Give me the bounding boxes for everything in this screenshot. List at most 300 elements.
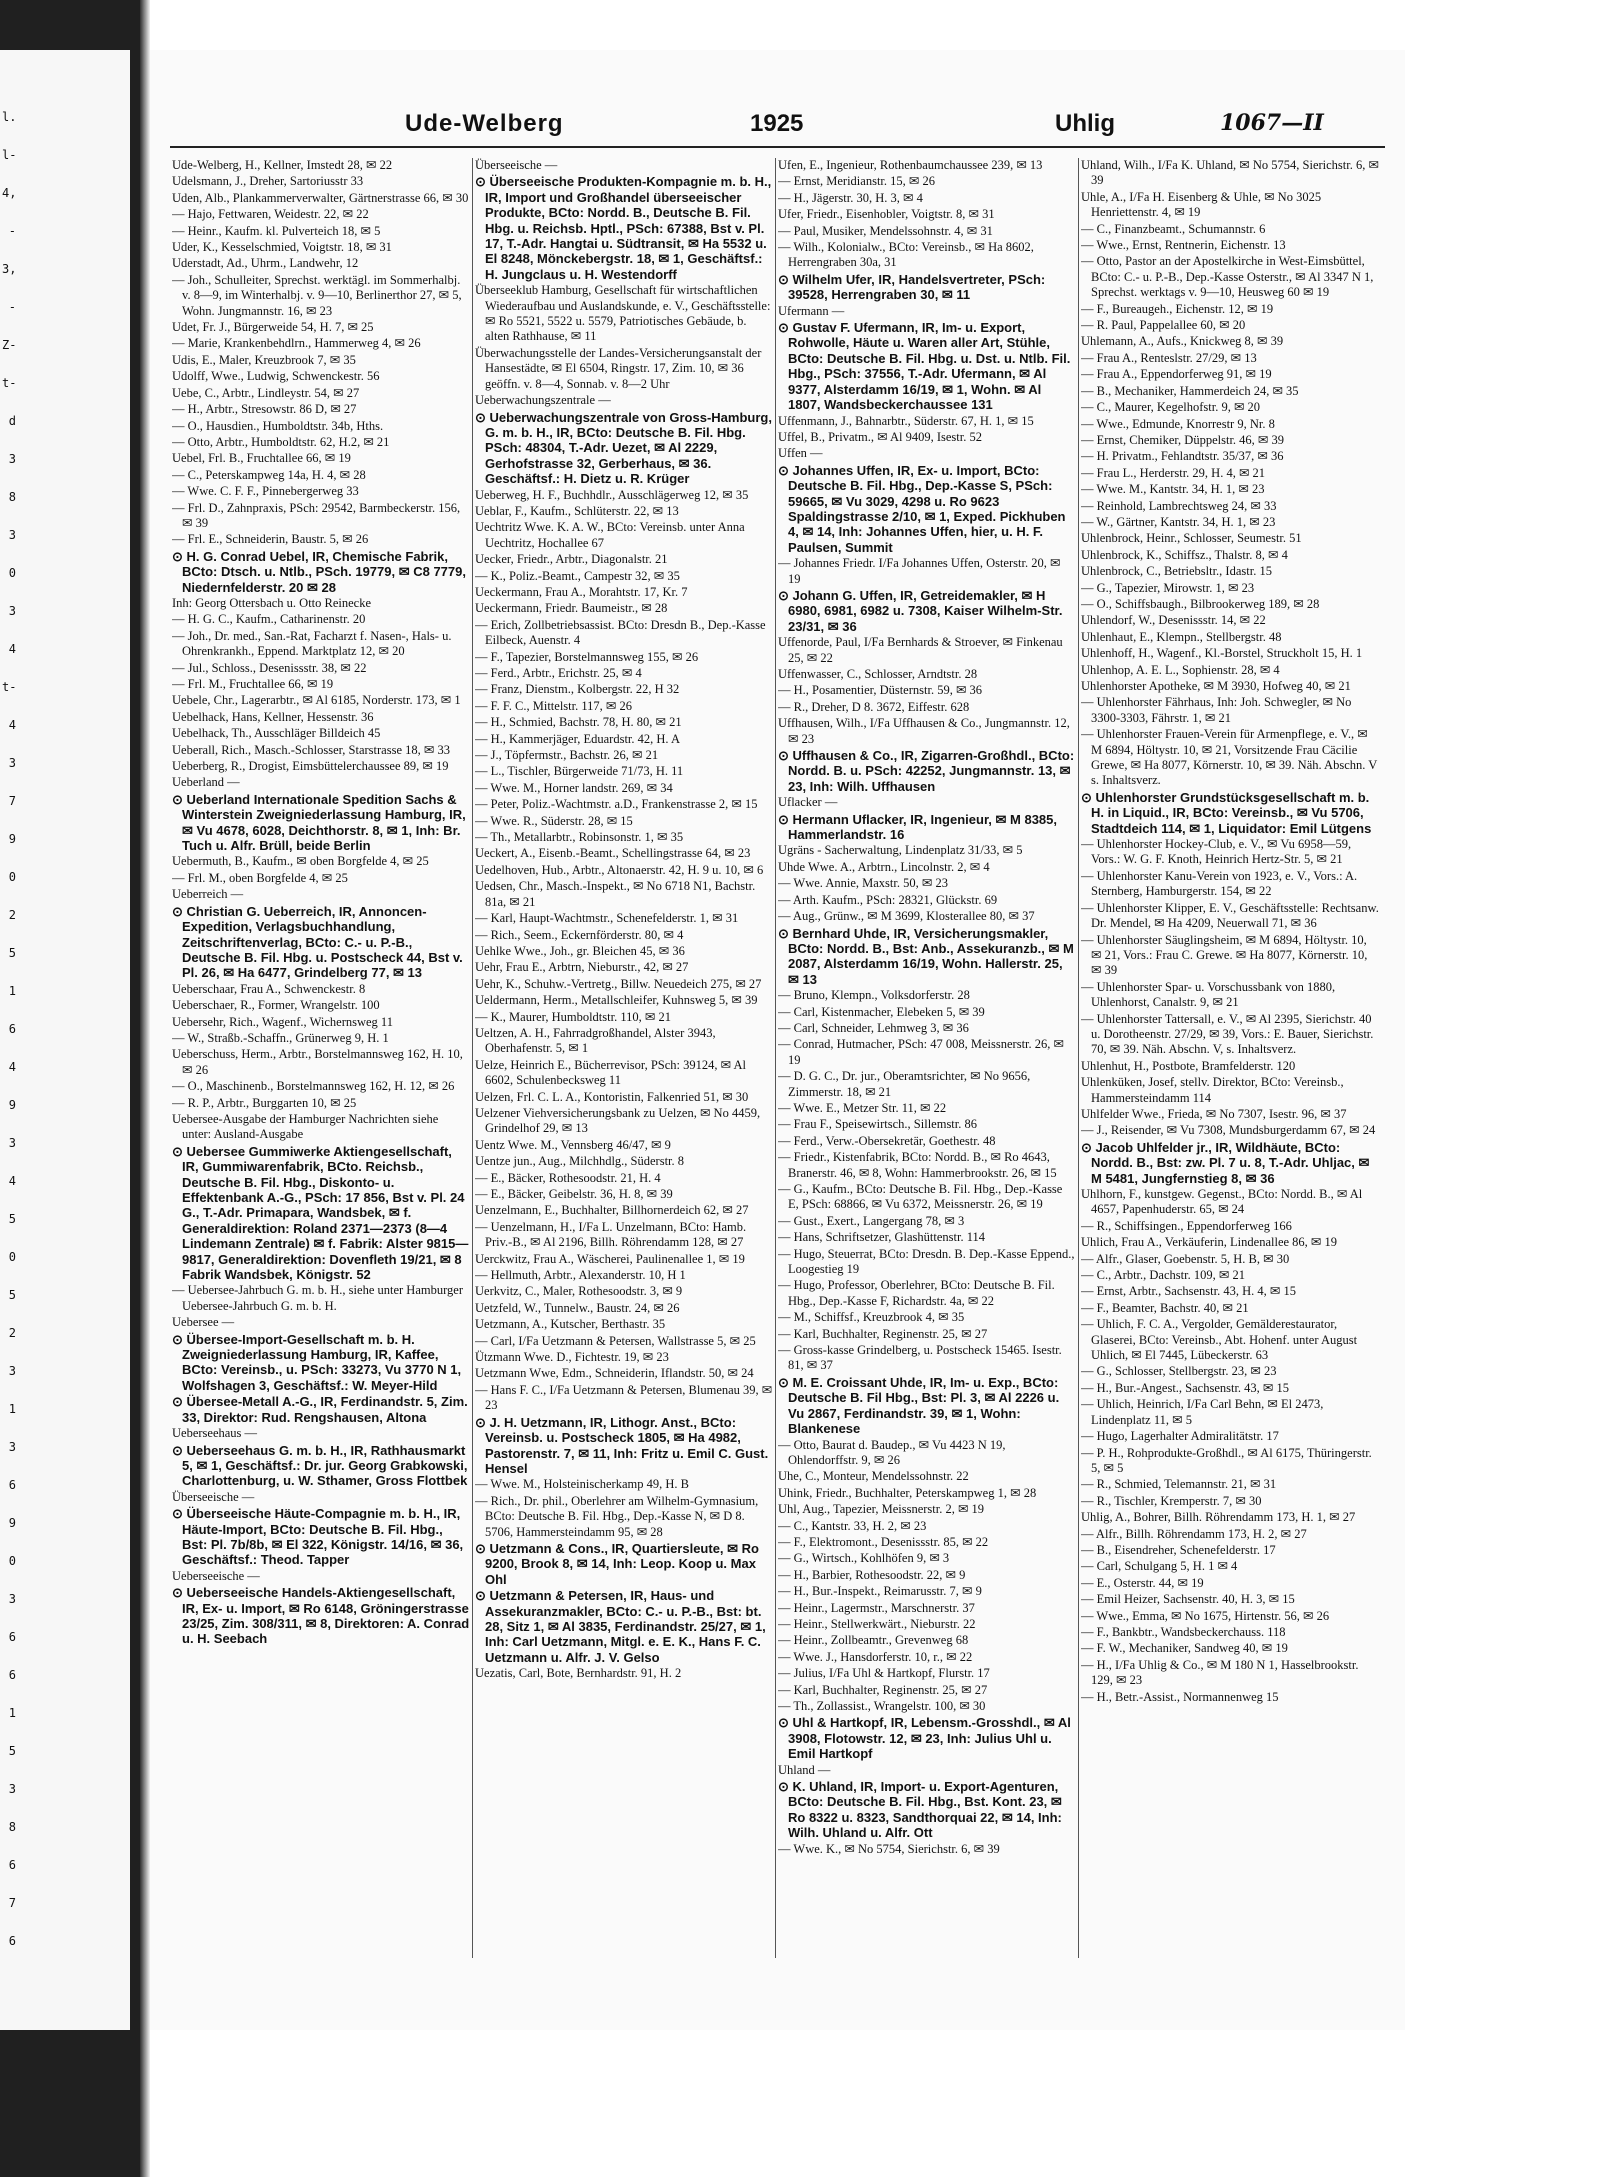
strip-fragment: 4, [2, 186, 17, 200]
directory-entry: — Johannes Friedr. I/Fa Johannes Uffen, Osterstr. 20, ✉ 19 [778, 556, 1061, 586]
column-divider [1078, 158, 1079, 1958]
directory-entry: Ufermann — [778, 303, 845, 318]
directory-entry: — Gust., Exert., Langergang 78, ✉ 3 [778, 1213, 965, 1228]
directory-entry: — Friedr., Kistenfabrik, BCto: Nordd. B., ✉ Ro 4643, Branerstr. 46, ✉ 8, Wohn: Hammerbrookstr. 26, ✉ 15 [778, 1150, 1057, 1180]
directory-entry: Uebersehr, Rich., Wagenf., Wichernsweg 11 [172, 1014, 393, 1029]
directory-entry: — D. G. C., Dr. jur., Oberamtsrichter, ✉ No 9656, Zimmerstr. 18, ✉ 21 [778, 1069, 1031, 1099]
directory-entry: — Wwe. M., Kantstr. 34, H. 1, ✉ 23 [1081, 482, 1265, 497]
strip-fragment: 7 [8, 1896, 16, 1910]
directory-entry: ⊙ Uetzmann & Petersen, IR, Haus- und Assekuranzmakler, BCto: C.- u. P.-B., Bst: bt. 28, Sitz 1, ✉ Al 3835, Ferdinandstr. 25/27, ✉ 1, Inh: Carl Uetzmann, Mitgl. e. E. K., Hans F. C. Uetzmann u. Alfr. J. V. Gelso [475, 1588, 766, 1665]
directory-entry: — Wwe., Edmunde, Knorrestr 9, Nr. 8 [1081, 416, 1275, 431]
directory-entry: — Heinr., Zollbeamtr., Grevenweg 68 [778, 1633, 969, 1648]
directory-entry: Uffenwasser, C., Schlosser, Arndtstr. 28 [778, 667, 978, 681]
directory-entry: — E., Bäcker, Geibelstr. 36, H. 8, ✉ 39 [475, 1187, 673, 1201]
directory-entry: — Frl. D., Zahnpraxis, PSch: 29542, Barmbeckerstr. 156, ✉ 39 [172, 500, 461, 530]
header-range-end: Uhlig [1055, 110, 1115, 137]
directory-entry: ⊙ Übersee-Metall A.-G., IR, Ferdinandstr. 5, Zim. 33, Direktor: Rud. Rengshausen, Altona [172, 1394, 468, 1425]
directory-entry: Inh: Georg Ottersbach u. Otto Reinecke [172, 595, 372, 610]
strip-fragment: 3 [8, 452, 16, 466]
directory-entry: Ueberreich — [172, 887, 244, 902]
directory-entry: — H., Bur.-Inspekt., Reimarusstr. 7, ✉ 9 [778, 1584, 982, 1599]
directory-entry: — Emil Heizer, Sachsenstr. 40, H. 3, ✉ 15 [1081, 1592, 1295, 1607]
directory-entry: — H., Betr.-Assist., Normannenweg 15 [1081, 1689, 1279, 1704]
directory-entry: Uenzelmann, E., Buchhalter, Billhornerdeich 62, ✉ 27 [475, 1203, 749, 1218]
directory-entry: — E., Bäcker, Rothesoodstr. 21, H. 4 [475, 1170, 661, 1185]
directory-entry: Ueberberg, R., Drogist, Eimsbüttelerchaussee 89, ✉ 19 [172, 759, 449, 774]
directory-entry: — Th., Zollassist., Wrangelstr. 100, ✉ 30 [778, 1699, 986, 1713]
directory-entry: Uebersee-Ausgabe der Hamburger Nachrichten siehe unter: Ausland-Ausgabe [172, 1111, 439, 1142]
strip-fragment: l- [2, 148, 17, 162]
directory-entry: Uetzmann Wwe, Edm., Schneiderin, Iflandstr. 50, ✉ 24 [475, 1366, 754, 1381]
directory-entry: — Otto, Pastor an der Apostelkirche in West-Eimsbüttel, BCto: C.- u. P.-B., Dep.-Kasse Osterstr., ✉ Al 3347 N 1, Sprechst. werktags v. 9—10, Heusweg 60 ✉ 19 [1081, 254, 1374, 300]
strip-fragment: 4 [8, 642, 16, 656]
column-3 [778, 158, 1076, 2018]
directory-entry: ⊙ K. Uhland, IR, Import- u. Export-Agenturen, BCto: Deutsche B. Fil. Hbg., Bst. Kont. 23, ✉ Ro 8322 u. 8323, Sandthorquai 22, ✉ 14, Inh: Wilh. Uhland u. Alfr. Ott [778, 1779, 1062, 1841]
directory-entry: Überseeische — [172, 1489, 255, 1504]
page-number: 1067—II [1220, 110, 1324, 136]
directory-entry: — J., Töpfermstr., Bachstr. 26, ✉ 21 [475, 748, 659, 763]
directory-entry: — Ferd., Verw.-Obersekretär, Goethestr. 48 [778, 1133, 996, 1148]
directory-entry: Ueberwachungszentrale — [475, 393, 611, 408]
directory-entry: — Uhlenhorster Kanu-Verein von 1923, e. V., Vors.: A. Sternberg, Hamburgerstr. 154, ✉ 22 [1081, 868, 1358, 899]
directory-entry: — Uhlenhorster Klipper, E. V., Geschäftsstelle: Rechtsanw. Dr. Mendel, ✉ Ha 4209, Neuerwall 71, ✉ 36 [1081, 900, 1379, 931]
directory-entry: ⊙ Uhl & Hartkopf, IR, Lebensm.-Grosshdl., ✉ Al 3908, Flotowstr. 12, ✉ 23, Inh: Julius Uhl u. Emil Hartkopf [778, 1715, 1071, 1762]
directory-entry: — Frau F., Speisewirtsch., Sillemstr. 86 [778, 1117, 977, 1132]
directory-entry: — Wwe., Emma, ✉ No 1675, Hirtenstr. 56, ✉ 26 [1081, 1608, 1330, 1623]
directory-entry: — Uhlich, F. C. A., Vergolder, Gemälderestaurator, Glaserei, BCto: Vereinsb., Abt. Hohenf. unter August Uhlich, ✉ El 7445, Lübeckerstr. 63 [1081, 1317, 1358, 1363]
directory-entry: Uebelhack, Hans, Kellner, Hessenstr. 36 [172, 709, 374, 724]
directory-entry: — Rich., Dr. phil., Oberlehrer am Wilhelm-Gymnasium, BCto: Deutsche B. Fil. Hbg., Dep.-Kasse N, ✉ D 8. 5706, Hammersteindamm 95, ✉ 28 [475, 1493, 759, 1539]
directory-entry: — Wwe. K., ✉ No 5754, Sierichstr. 6, ✉ 39 [778, 1841, 1000, 1856]
strip-fragment: 6 [8, 1478, 16, 1492]
column-2 [475, 158, 773, 2018]
directory-entry: — Carl, Schulgang 5, H. 1 ✉ 4 [1081, 1559, 1238, 1574]
header-range-start: Ude-Welberg [405, 110, 564, 137]
directory-entry: — Karl, Buchhalter, Reginenstr. 25, ✉ 27 [778, 1326, 988, 1341]
directory-entry: Ueberseeische — [172, 1568, 260, 1583]
directory-entry: — R. Paul, Pappelallee 60, ✉ 20 [1081, 318, 1246, 333]
strip-fragment: 4 [8, 1060, 16, 1074]
directory-entry: Uhlfelder Wwe., Frieda, ✉ No 7307, Isestr. 96, ✉ 37 [1081, 1106, 1347, 1121]
directory-entry: — O., Hausdien., Humboldtstr. 34b, Hths. [172, 418, 384, 433]
directory-entry: Ueckert, A., Eisenb.-Beamt., Schellingstrasse 64, ✉ 23 [475, 846, 751, 861]
directory-entry: — B., Mechaniker, Hammerdeich 24, ✉ 35 [1081, 383, 1299, 398]
directory-entry: ⊙ Überseeische Produkten-Kompagnie m. b. H., IR, Import und Großhandel überseeischer Produkte, BCto: Nordd. B., Deutsche B. Fil. Hbg. u. Reichsb. Hptl., PSch: 67388, Bst v. Pl. 17, T.-Adr. Hangtai u. Südtransit, ✉ Ha 5532 u. El 8248, Mönckebergstr. 18, ✉ 1, Geschäftsf.: H. Jungclaus u. H. Westendorff [475, 174, 772, 282]
directory-entry: — W., Straßb.-Schaffn., Grünerweg 9, H. 1 [172, 1030, 389, 1045]
strip-fragment: 5 [8, 1212, 16, 1226]
directory-entry: — Frl. E., Schneiderin, Baustr. 5, ✉ 26 [172, 532, 369, 547]
strip-fragment: d [8, 414, 16, 428]
directory-entry: — Arth. Kaufm., PSch: 28321, Glückstr. 69 [778, 892, 998, 907]
directory-entry: — Aug., Grünw., ✉ M 3699, Klosterallee 80, ✉ 37 [778, 909, 1035, 924]
directory-entry: Uhlenbrock, K., Schiffsz., Thalstr. 8, ✉ 4 [1081, 547, 1288, 562]
directory-entry: — Wwe. M., Horner landstr. 269, ✉ 34 [475, 780, 673, 795]
strip-fragment: 2 [8, 1326, 16, 1340]
directory-entry: — Frau A., Renteslstr. 27/29, ✉ 13 [1081, 350, 1257, 365]
directory-entry: Uhlendorf, W., Desenissstr. 14, ✉ 22 [1081, 613, 1266, 628]
directory-entry: — Uhlenhorster Tattersall, e. V., ✉ Al 2395, Sierichstr. 40 u. Dorotheenstr. 27/29, ✉ 39, Vors.: E. Bauer, Sierichstr. 70, ✉ 39. Näh. Abschn. V, s. Inhaltsverz. [1081, 1011, 1374, 1057]
directory-entry: — G., Schlosser, Stellbergstr. 23, ✉ 23 [1081, 1364, 1277, 1379]
directory-entry: ⊙ Wilhelm Ufer, IR, Handelsvertreter, PSch: 39528, Herrengraben 30, ✉ 11 [778, 271, 1046, 303]
directory-entry: — Gross-kasse Grindelberg, u. Postscheck 15465. Isestr. 81, ✉ 37 [778, 1343, 1062, 1373]
column-divider [472, 158, 473, 1958]
column-1 [172, 158, 470, 2018]
directory-entry: ⊙ Überseeische Häute-Compagnie m. b. H., IR, Häute-Import, BCto: Deutsche B. Fil. Hbg., Bst: Pl. 7b/8b, ✉ El 322, Königstr. 14/16, ✉ 36, Geschäftsf.: Theod. Tapper [172, 1506, 464, 1568]
directory-entry: — Wwe. R., Süderstr. 28, ✉ 15 [475, 813, 633, 828]
directory-entry: Uebermuth, B., Kaufm., ✉ oben Borgfelde 4, ✉ 25 [172, 854, 429, 869]
directory-entry: Uder, K., Kesselschmied, Voigtstr. 18, ✉ 31 [172, 240, 392, 255]
directory-entry: Uehlke Wwe., Joh., gr. Bleichen 45, ✉ 36 [475, 943, 685, 958]
directory-entry: — J., Reisender, ✉ Vu 7308, Mundsburgerdamm 67, ✉ 24 [1081, 1123, 1376, 1138]
directory-entry: Uhink, Friedr., Buchhalter, Peterskampweg 1, ✉ 28 [778, 1485, 1037, 1500]
directory-entry: Uelzener Viehversicherungsbank zu Uelzen, ✉ No 4459, Grindelhof 29, ✉ 13 [475, 1105, 761, 1136]
directory-entry: — Wilh., Kolonialw., BCto: Vereinsb., ✉ Ha 8602, Herrengraben 30a, 31 [778, 240, 1034, 270]
strip-fragment: 3, [2, 262, 17, 276]
directory-entry: — Uhlenhorster Fährhaus, Inh: Joh. Schwegler, ✉ No 3300-3303, Fährstr. 1, ✉ 21 [1081, 695, 1352, 725]
directory-entry: Uhlenhut, H., Postbote, Bramfelderstr. 120 [1081, 1058, 1296, 1073]
directory-entry: Uffenmann, J., Bahnarbtr., Süderstr. 67, H. 1, ✉ 15 [778, 413, 1034, 428]
directory-entry: ⊙ Uebersee Gummiwerke Aktiengesellschaft, IR, Gummiwarenfabrik, BCto. Reichsb., Deutsche B. Fil. Hbg., Diskonto- u. Effektenbank A.-G., PSch: 17 856, Bst v. Pl. 24 G., T.-Adr. Primapara, Wandsbek, ✉ f. Generaldirektion: Roland 2371—2373 (8—4 Lindemann Zentrale) ✉ f. Fabrik: Alster 9815—9817, Generaldirektion: Dovenfleth 19/21, ✉ 8 Fabrik Wandsbek, Königstr. 52 [172, 1143, 469, 1283]
strip-fragment: 0 [8, 870, 16, 884]
directory-entry: Uecker, Friedr., Arbtr., Diagonalstr. 21 [475, 552, 668, 567]
directory-entry: — Otto, Arbtr., Humboldtstr. 62, H.2, ✉ 21 [172, 434, 390, 449]
directory-entry: ⊙ Hermann Uflacker, IR, Ingenieur, ✉ M 8385, Hammerlandstr. 16 [778, 811, 1057, 843]
directory-entry: Überseeische — [475, 158, 558, 172]
directory-entry: Ueberland — [172, 775, 240, 790]
directory-entry: — R. P., Arbtr., Burggarten 10, ✉ 25 [172, 1095, 357, 1110]
directory-entry: — Alfr., Glaser, Goebenstr. 5, H. B, ✉ 30 [1081, 1251, 1290, 1266]
directory-entry: — Uhlenhorster Frauen-Verein für Armenpflege, e. V., ✉ M 6894, Höltystr. 10, ✉ 21, Vorsitzende Frau Cäcilie Grewe, ✉ Ha 8077, Körnerstr. 10, ✉ 39. Näh. Abschn. V s. Inhaltsverz. [1081, 727, 1378, 788]
directory-entry: — Otto, Baurat d. Baudep., ✉ Vu 4423 N 19, Ohlendorffstr. 9, ✉ 26 [778, 1437, 1006, 1467]
directory-entry: Uebelhack, Th., Ausschläger Billdeich 45 [172, 726, 381, 741]
strip-fragment: 3 [8, 604, 16, 618]
strip-fragment: 3 [8, 1592, 16, 1606]
header-year: 1925 [750, 110, 804, 137]
strip-fragment: 6 [8, 1858, 16, 1872]
directory-entry: — Uhlenhorster Hockey-Club, e. V., ✉ Vu 6958—59, Vors.: W. G. F. Knoth, Heinrich Hertz-Str. 5, ✉ 21 [1081, 837, 1352, 867]
directory-entry: ⊙ H. G. Conrad Uebel, IR, Chemische Fabrik, BCto: Dtsch. u. Ntlb., PSch. 19779, ✉ C8 7779, Niedernfelderstr. 20 ✉ 28 [172, 548, 466, 595]
strip-fragment: 6 [8, 1630, 16, 1644]
directory-entry: Ufen, E., Ingenieur, Rothenbaumchaussee 239, ✉ 13 [778, 158, 1043, 172]
strip-fragment: 0 [8, 566, 16, 580]
directory-entry: — H., I/Fa Uhlig & Co., ✉ M 180 N 1, Hasselbrookstr. 129, ✉ 23 [1081, 1657, 1359, 1688]
directory-entry: Überwachungsstelle der Landes-Versicherungsanstalt der Hansestädte, ✉ El 6504, Ringstr. 17, Zim. 10, ✉ 36 geöffn. v. 8—4, Sonnab. v. 8—2 Uhr [475, 345, 762, 391]
directory-entry: — Ferd., Arbtr., Erichstr. 25, ✉ 4 [475, 666, 642, 680]
strip-fragment: 1 [8, 984, 16, 998]
strip-fragment: 5 [8, 1288, 16, 1302]
directory-entry: — R., Tischler, Kremperstr. 7, ✉ 30 [1081, 1493, 1262, 1508]
directory-entry: Ueckermann, Friedr. Baumeistr., ✉ 28 [475, 601, 668, 616]
page-header [150, 110, 1405, 150]
directory-entry: — H. G. C., Kaufm., Catharinenstr. 20 [172, 612, 366, 627]
directory-entry: Uentze jun., Aug., Milchhdlg., Süderstr. 8 [475, 1154, 685, 1169]
directory-entry: Uhlhorn, F., kunstgew. Gegenst., BCto: Nordd. B., ✉ Al 4657, Papenhuderstr. 65, ✉ 24 [1081, 1187, 1363, 1217]
strip-fragment: 9 [8, 1098, 16, 1112]
directory-entry: Uhl, Aug., Tapezier, Meissnerstr. 2, ✉ 19 [778, 1502, 985, 1517]
strip-fragment: 3 [8, 528, 16, 542]
directory-entry: — H., Arbtr., Stresowstr. 86 D, ✉ 27 [172, 402, 357, 417]
directory-page [150, 50, 1405, 2030]
directory-entry: Überseeklub Hamburg, Gesellschaft für wirtschaftlichen Wiederaufbau und Auslandskunde, e. V., Geschäftsstelle: ✉ Ro 5521, 5522 u. 5579, Patriotisches Gebäude, b. alten Rathhause, ✉ 11 [475, 283, 771, 344]
directory-entry: — H., Barbier, Rothesoodstr. 22, ✉ 9 [778, 1567, 966, 1582]
directory-entry: — Heinr., Kaufm. kl. Pulverteich 18, ✉ 5 [172, 223, 381, 238]
directory-entry: Uetzfeld, W., Tunnelw., Baustr. 24, ✉ 26 [475, 1300, 680, 1315]
directory-entry: Uhlenbrock, Heinr., Schlosser, Seumestr. 51 [1081, 531, 1302, 546]
directory-entry: Ueltzen, A. H., Fahrradgroßhandel, Alster 3943, Oberhafenstr. 5, ✉ 1 [475, 1025, 716, 1056]
directory-entry: Uedelhoven, Hub., Arbtr., Altonaerstr. 42, H. 9 u. 10, ✉ 6 [475, 862, 764, 877]
strip-fragment: 3 [8, 1364, 16, 1378]
directory-entry: — P. H., Rohprodukte-Großhdl., ✉ Al 6175, Thüringerstr. 5, ✉ 5 [1081, 1445, 1372, 1475]
directory-entry: Uderstadt, Ad., Uhrm., Landwehr, 12 [172, 256, 359, 271]
directory-entry: Uerckwitz, Frau A., Wäscherei, Paulinenallee 1, ✉ 19 [475, 1251, 745, 1266]
directory-entry: Uhlenhoff, H., Wagenf., Kl.-Borstel, Struckholt 15, H. 1 [1081, 646, 1363, 661]
directory-entry: — C., Kantstr. 33, H. 2, ✉ 23 [778, 1518, 927, 1533]
directory-entry: — Paul, Musiker, Mendelssohnstr. 4, ✉ 31 [778, 223, 993, 238]
directory-entry: — H., Kammerjäger, Eduardstr. 42, H. A [475, 731, 681, 746]
directory-entry: — Heinr., Lagermstr., Marschnerstr. 37 [778, 1600, 975, 1615]
directory-entry: — O., Maschinenb., Borstelmannsweg 162, H. 12, ✉ 26 [172, 1079, 455, 1094]
strip-fragment: 8 [8, 1820, 16, 1834]
directory-entry: Uelzen, Frl. C. L. A., Kontoristin, Falkenried 51, ✉ 30 [475, 1089, 749, 1104]
strip-fragment: - [8, 224, 16, 238]
directory-entry: — R., Schmied, Telemannstr. 21, ✉ 31 [1081, 1477, 1277, 1492]
directory-entry: Uerkvitz, C., Maler, Rothesoodstr. 3, ✉ 9 [475, 1284, 683, 1299]
directory-entry: Udelsmann, J., Dreher, Sartoriusstr 33 [172, 174, 364, 189]
scan-edge-shadow [140, 0, 150, 2177]
strip-fragment: 0 [8, 1554, 16, 1568]
directory-entry: Uhde Wwe. A., Arbtrn., Lincolnstr. 2, ✉ 4 [778, 859, 990, 874]
strip-fragment: 7 [8, 794, 16, 808]
directory-entry: Uhlenküken, Josef, stellv. Direktor, BCto: Vereinsb., Hammersteindamm 114 [1081, 1075, 1344, 1105]
directory-entry: — Wwe. M., Holsteinischerkamp 49, H. B [475, 1477, 689, 1492]
strip-fragment: t- [2, 376, 17, 390]
directory-entry: Uflacker — [778, 795, 838, 810]
directory-entry: — M., Schiffsf., Kreuzbrook 4, ✉ 35 [778, 1310, 965, 1325]
directory-entry: — C., Peterskampweg 14a, H. 4, ✉ 28 [172, 467, 366, 482]
strip-fragment: 0 [8, 1250, 16, 1264]
directory-entry: Uebersee — [172, 1315, 235, 1330]
directory-entry: Uechtritz Wwe. K. A. W., BCto: Vereinsb. unter Anna Uechtritz, Hochallee 67 [475, 520, 745, 550]
directory-entry: — H., Bur.-Angest., Sachsenstr. 43, ✉ 15 [1081, 1380, 1290, 1395]
directory-entry: Ueberweg, H. F., Buchhdlr., Ausschlägerweg 12, ✉ 35 [475, 487, 749, 502]
directory-entry: — Jul., Schloss., Desenissstr. 38, ✉ 22 [172, 660, 367, 675]
directory-entry: — Wwe. Annie, Maxstr. 50, ✉ 23 [778, 876, 948, 891]
strip-fragment: 5 [8, 1744, 16, 1758]
directory-entry: — H., Posamentier, Düsternstr. 59, ✉ 36 [778, 683, 983, 698]
directory-entry: — H., Schmied, Bachstr. 78, H. 80, ✉ 21 [475, 715, 682, 730]
directory-entry: — Hans, Schriftsetzer, Glashüttenstr. 114 [778, 1230, 985, 1245]
directory-entry: — Uhlenhorster Säuglingsheim, ✉ M 6894, Höltystr. 10, ✉ 21, Vors.: Frau C. Grewe. ✉ Ha 8077, Körnerstr. 10, ✉ 39 [1081, 932, 1368, 978]
directory-entry: ⊙ Übersee-Import-Gesellschaft m. b. H. Zweigniederlassung Hamburg, IR, Kaffee, BCto: Vereinsb., u. PSch: 33273, Vu 3770 N 1, Wolfshagen 3, Geschäftsf.: W. Meyer-Hild [172, 1331, 462, 1393]
directory-entry: ⊙ M. E. Croissant Uhde, IR, Im- u. Exp., BCto: Deutsche B. Fil Hbg., Bst: Pl. 3, ✉ Al 2226 u. Vu 2867, Ferdinandstr. 39, ✉ 1, Wohn: Blankenese [778, 1374, 1060, 1437]
directory-entry: Uffhausen, Wilh., I/Fa Uffhausen & Co., Jungmannstr. 12, ✉ 23 [778, 716, 1070, 746]
directory-entry: — F., Elektromont., Desenissstr. 85, ✉ 22 [778, 1534, 989, 1549]
directory-entry: Ueberschuss, Herm., Arbtr., Borstelmannsweg 162, H. 10, ✉ 26 [172, 1047, 463, 1077]
strip-fragment: Z- [2, 338, 17, 352]
directory-entry: — F., Beamter, Bachstr. 40, ✉ 21 [1081, 1300, 1249, 1315]
strip-fragment: 5 [8, 946, 16, 960]
directory-entry: Ude-Welberg, H., Kellner, Imstedt 28, ✉ 22 [172, 158, 393, 172]
directory-entry: — R., Schiffsingen., Eppendorferweg 166 [1081, 1218, 1292, 1233]
directory-entry: — Th., Metallarbtr., Robinsonstr. 1, ✉ 35 [475, 830, 684, 845]
directory-entry: — W., Gärtner, Kantstr. 34, H. 1, ✉ 23 [1081, 514, 1276, 529]
directory-entry: — Frau L., Herderstr. 29, H. 4, ✉ 21 [1081, 465, 1266, 480]
directory-entry: — Hellmuth, Arbtr., Alexanderstr. 10, H 1 [475, 1268, 686, 1283]
directory-entry: — K., Poliz.-Beamt., Campestr 32, ✉ 35 [475, 568, 680, 583]
directory-entry: Uezatis, Carl, Bote, Bernhardstr. 91, H. 2 [475, 1666, 682, 1681]
directory-entry: Uffel, B., Privatm., ✉ Al 9409, Isestr. 52 [778, 429, 982, 444]
directory-entry: — Marie, Krankenbehdlrn., Hammerweg 4, ✉ 26 [172, 336, 421, 351]
directory-entry: Uhlenbrock, C., Betriebsltr., Idastr. 15 [1081, 564, 1272, 579]
directory-entry: — Ernst, Meridianstr. 15, ✉ 26 [778, 174, 935, 189]
directory-entry: Ueberschaar, Frau A., Schwenckestr. 8 [172, 981, 366, 996]
strip-fragment: 8 [8, 490, 16, 504]
directory-entry: Ueberall, Rich., Masch.-Schlosser, Starstrasse 18, ✉ 33 [172, 742, 450, 757]
directory-entry: — Frl. M., oben Borgfelde 4, ✉ 25 [172, 870, 348, 885]
directory-entry: — Bruno, Klempn., Volksdorferstr. 28 [778, 988, 970, 1003]
directory-entry: Udet, Fr. J., Bürgerweide 54, H. 7, ✉ 25 [172, 320, 374, 335]
directory-entry: — O., Schiffsbaugh., Bilbrookerweg 189, ✉ 28 [1081, 596, 1320, 611]
directory-entry: ⊙ Uetzmann & Cons., IR, Quartiersleute, ✉ Ro 9200, Brook 8, ✉ 14, Inh: Leop. Koop u. Max Ohl [475, 1540, 759, 1587]
directory-entry: — R., Dreher, D 8. 3672, Eiffestr. 628 [778, 699, 970, 714]
strip-fragment: t- [2, 680, 17, 694]
directory-entry: — Frl. M., Fruchtallee 66, ✉ 19 [172, 677, 334, 691]
strip-fragment: 3 [8, 1440, 16, 1454]
directory-entry: ⊙ Christian G. Ueberreich, IR, Annoncen-Expedition, Verlagsbuchhandlung, Zeitschriftenverlag, BCto: C.- u. P.-B., Deutsche B. Fil. Hbg. u. Postscheck 44, Bst v. Pl. 26, ✉ Ha 6477, Grindelberg 77, ✉ 13 [172, 903, 463, 981]
directory-entry: ⊙ Jacob Uhlfelder jr., IR, Wildhäute, BCto: Nordd. B., Bst: zw. Pl. 7 u. 8, T.-Adr. Uhljac, ✉ M 5481, Jungfernstieg 8, ✉ 36 [1081, 1139, 1370, 1186]
directory-entry: Uhlenhorster Apotheke, ✉ M 3930, Hofweg 40, ✉ 21 [1081, 679, 1351, 693]
directory-entry: — K., Maurer, Humboldtstr. 110, ✉ 21 [475, 1009, 671, 1024]
directory-entry: Uentz Wwe. M., Vennsberg 46/47, ✉ 9 [475, 1137, 671, 1152]
directory-entry: ⊙ Ueberwachungszentrale von Gross-Hamburg, G. m. b. H., IR, BCto: Deutsche B. Fil. Hbg. PSch: 48304, T.-Adr. Uezet, ✉ Al 2229, Gerhofstrasse 32, Gerberhaus, ✉ 36. Geschäftsf.: H. Dietz u. R. Krüger [475, 409, 772, 487]
strip-fragment: 1 [8, 1706, 16, 1720]
directory-entry: ⊙ J. H. Uetzmann, IR, Lithogr. Anst., BCto: Vereinsb. u. Postscheck 1805, ✉ Ha 4982, Pastorenstr. 7, ✉ 11, Inh: Fritz u. Emil C. Gust. Hensel [475, 1414, 769, 1476]
strip-fragment: 9 [8, 832, 16, 846]
directory-entry: Ugräns - Sacherwaltung, Lindenplatz 31/33, ✉ 5 [778, 843, 1023, 858]
directory-entry: — F. W., Mechaniker, Sandweg 40, ✉ 19 [1081, 1641, 1288, 1656]
directory-entry: — Wwe. J., Hansdorferstr. 10, r., ✉ 22 [778, 1649, 973, 1664]
directory-entry: — Joh., Dr. med., San.-Rat, Facharzt f. Nasen-, Hals- u. Ohrenkrankh., Eppend. Marktplatz 12, ✉ 20 [172, 628, 452, 659]
directory-entry: Uhlig, A., Bohrer, Billh. Röhrendamm 173, H. 1, ✉ 27 [1081, 1510, 1356, 1525]
directory-entry: — F. F. C., Mittelstr. 117, ✉ 26 [475, 698, 632, 713]
directory-entry: — Ernst, Arbtr., Sachsenstr. 43, H. 4, ✉ 15 [1081, 1284, 1296, 1299]
directory-entry: — Heinr., Stellwerkwärt., Nieburstr. 22 [778, 1616, 976, 1631]
directory-entry: — C., Maurer, Kegelhofstr. 9, ✉ 20 [1081, 400, 1261, 415]
directory-entry: — Reinhold, Lambrechtsweg 24, ✉ 33 [1081, 498, 1277, 513]
directory-entry: — Hajo, Fettwaren, Weidestr. 22, ✉ 22 [172, 207, 369, 222]
directory-entry: ⊙ Ueberland Internationale Spedition Sachs & Winterstein Zweigniederlassung Hamburg, IR, ✉ Vu 4678, 6028, Deichthorstr. 8, ✉ 1, Inh: Br. Tuch u. Alfr. Brüll, beide Berlin [172, 791, 466, 854]
directory-entry: — Erich, Zollbetriebsassist. BCto: Dresdn B., Dep.-Kasse Eilbeck, Auenstr. 4 [475, 617, 766, 648]
directory-entry: — Rich., Seem., Eckernförderstr. 80, ✉ 4 [475, 927, 684, 942]
directory-entry: — F., Bankbtr., Wandsbeckerchauss. 118 [1081, 1624, 1286, 1639]
directory-entry: Ueckermann, Frau A., Morahtstr. 17, Kr. 7 [475, 584, 688, 599]
directory-entry: — Karl, Haupt-Wachtmstr., Schenefelderstr. 1, ✉ 31 [475, 911, 739, 926]
directory-entry: Uebel, Frl. B., Fruchtallee 66, ✉ 19 [172, 451, 351, 466]
directory-entry: — Wwe. C. F. F., Pinnebergerweg 33 [172, 484, 359, 499]
directory-entry: Uhlenhop, A. E. L., Sophienstr. 28, ✉ 4 [1081, 662, 1280, 677]
directory-entry: Uden, Alb., Plankammerverwalter, Gärtnerstrasse 66, ✉ 30 [172, 190, 469, 205]
directory-entry: Uhlemann, A., Aufs., Knickweg 8, ✉ 39 [1081, 334, 1284, 349]
directory-entry: — G., Kaufm., BCto: Deutsche B. Fil. Hbg., Dep.-Kasse E, PSch: 68866, ✉ Vu 6372, Meissnerstr. 26, ✉ 19 [778, 1182, 1063, 1212]
directory-entry: — Peter, Poliz.-Wachtmstr. a.D., Frankenstrasse 2, ✉ 15 [475, 797, 758, 812]
directory-entry: — Uhlich, Heinrich, I/Fa Carl Behn, ✉ El 2473, Lindenplatz 11, ✉ 5 [1081, 1397, 1324, 1427]
directory-entry: — F., Bureaugeh., Eichenstr. 12, ✉ 19 [1081, 301, 1274, 316]
column-divider [775, 158, 776, 1958]
directory-entry: Uehr, K., Schuhw.-Vertretg., Billw. Neuedeich 275, ✉ 27 [475, 976, 762, 991]
directory-entry: Ützmann Wwe. D., Fichtestr. 19, ✉ 23 [475, 1350, 669, 1365]
directory-entry: — H., Jägerstr. 30, H. 3, ✉ 4 [778, 190, 923, 205]
strip-fragment: 6 [8, 1022, 16, 1036]
directory-entry: — E., Osterstr. 44, ✉ 19 [1081, 1575, 1204, 1590]
directory-entry: — Wwe. E., Metzer Str. 11, ✉ 22 [778, 1100, 947, 1115]
directory-entry: Uedsen, Chr., Masch.-Inspekt., ✉ No 6718 N1, Bachstr. 81a, ✉ 21 [475, 879, 756, 909]
strip-fragment: l. [2, 110, 17, 124]
directory-entry: Uffen — [778, 446, 823, 461]
directory-entry: Uhlich, Frau A., Verkäuferin, Lindenallee 86, ✉ 19 [1081, 1235, 1338, 1250]
directory-entry: Uebele, Chr., Lagerarbtr., ✉ Al 6185, Norderstr. 173, ✉ 1 [172, 693, 461, 708]
directory-entry: — Hugo, Professor, Oberlehrer, BCto: Deutsche B. Fil. Hbg., Dep.-Kasse F, Richardstr. 4a, ✉ 22 [778, 1278, 1055, 1308]
directory-entry: ⊙ Ueberseehaus G. m. b. H., IR, Rathhausmarkt 5, ✉ 1, Geschäftsf.: Dr. jur. Georg Grabkowski, Charlottenburg, u. W. Sthamer, Gross Flottbek [172, 1442, 468, 1489]
directory-entry: Ueberschaer, R., Former, Wrangelstr. 100 [172, 998, 380, 1013]
directory-entry: Uetzmann, A., Kutscher, Berthastr. 35 [475, 1317, 666, 1332]
previous-page-strip [0, 50, 130, 2030]
strip-fragment: 6 [8, 1934, 16, 1948]
directory-entry: — Hugo, Lagerhalter Admiralitätstr. 17 [1081, 1429, 1279, 1444]
directory-entry: — Ernst, Chemiker, Düppelstr. 46, ✉ 39 [1081, 432, 1285, 447]
strip-fragment: 3 [8, 1136, 16, 1150]
directory-entry: Uffenorde, Paul, I/Fa Bernhards & Stroever, ✉ Finkenau 25, ✉ 22 [778, 635, 1063, 665]
directory-entry: Uelze, Heinrich E., Bücherrevisor, PSch: 39124, ✉ Al 6602, Schulenbecksweg 11 [475, 1057, 747, 1088]
directory-entry: Ueldermann, Herm., Metallschleifer, Kuhnsweg 5, ✉ 39 [475, 993, 758, 1008]
strip-fragment: 9 [8, 1516, 16, 1530]
directory-entry: Ueblar, F., Kaufm., Schlüterstr. 22, ✉ 13 [475, 503, 679, 518]
directory-entry: — Uhlenhorster Spar- u. Vorschussbank von 1880, Uhlenhorst, Canalstr. 9, ✉ 21 [1081, 979, 1336, 1010]
directory-entry: — Carl, I/Fa Uetzmann & Petersen, Wallstrasse 5, ✉ 25 [475, 1333, 756, 1348]
directory-entry: — L., Tischler, Bürgerweide 71/73, H. 11 [475, 764, 684, 779]
directory-entry: ⊙ Uhlenhorster Grundstücksgesellschaft m. b. H. in Liquid., IR, BCto: Vereinsb., ✉ Vu 5706, Stadtdeich 114, ✉ 1, Liquidator: Emil Lütgens [1081, 789, 1372, 836]
directory-entry: — C., Finanzbeamt., Schumannstr. 6 [1081, 221, 1266, 236]
directory-entry: Uhland, Wilh., I/Fa K. Uhland, ✉ No 5754, Sierichstr. 6, ✉ 39 [1081, 158, 1379, 188]
directory-entry: Uhle, A., I/Fa H. Eisenberg & Uhle, ✉ No 3025 Henriettenstr. 4, ✉ 19 [1081, 189, 1322, 220]
directory-entry: — Uebersee-Jahrbuch G. m. b. H., siehe unter Hamburger Uebersee-Jahrbuch G. m. b. H. [172, 1283, 463, 1313]
directory-entry: Uhlenhaut, E., Klempn., Stellbergstr. 48 [1081, 629, 1282, 644]
directory-entry: — C., Arbtr., Dachstr. 109, ✉ 21 [1081, 1268, 1245, 1283]
directory-entry: — Wwe., Ernst, Rentnerin, Eichenstr. 13 [1081, 238, 1286, 253]
directory-entry: ⊙ Uffhausen & Co., IR, Zigarren-Großhdl., BCto: Nordd. B. u. PSch: 42252, Jungmannstr. 13, ✉ 23, Inh: Wilh. Uffhausen [778, 748, 1075, 794]
directory-entry: — G., Wirtsch., Kohlhöfen 9, ✉ 3 [778, 1551, 950, 1566]
directory-entry: Uhe, C., Monteur, Mendelssohnstr. 22 [778, 1469, 969, 1484]
directory-entry: ⊙ Ueberseeische Handels-Aktiengesellschaft, IR, Ex- u. Import, ✉ Ro 6148, Gröningerstrasse 23/25, Zim. 308/311, ✉ 8, Direktoren: A. Conrad u. H. Seebach [172, 1585, 470, 1647]
directory-entry: — Alfr., Billh. Röhrendamm 173, H. 2, ✉ 27 [1081, 1526, 1307, 1541]
column-4 [1081, 158, 1379, 2018]
directory-entry: — Uenzelmann, H., I/Fa L. Unzelmann, BCto: Hamb. Priv.-B., ✉ Al 2196, Billh. Röhrendamm 128, ✉ 27 [475, 1219, 747, 1250]
strip-fragment: 4 [8, 1174, 16, 1188]
directory-entry: — Julius, I/Fa Uhl & Hartkopf, Flurstr. 17 [778, 1666, 990, 1681]
directory-entry: — Franz, Dienstm., Kolbergstr. 22, H 32 [475, 682, 680, 697]
directory-entry: Udolff, Wwe., Ludwig, Schwenckestr. 56 [172, 369, 380, 384]
directory-entry: Ueberseehaus — [172, 1426, 258, 1441]
strip-fragment: 4 [8, 718, 16, 732]
directory-entry: — F., Tapezier, Borstelmannsweg 155, ✉ 26 [475, 649, 699, 664]
strip-fragment: - [8, 300, 16, 314]
directory-entry: Uebe, C., Arbtr., Lindleystr. 54, ✉ 27 [172, 385, 360, 400]
strip-fragment: 1 [8, 1402, 16, 1416]
directory-entry: — Carl, Schneider, Lehmweg 3, ✉ 36 [778, 1020, 969, 1035]
directory-entry: ⊙ Gustav F. Ufermann, IR, Im- u. Export, Rohwolle, Häute u. Waren aller Art, Stühle, BCto: Deutsche B. Fil. Hbg. u. Dst. u. Ntlb. Fil. Hbg., PSch: 37556, T.-Adr. Ufermann, ✉ Al 9377, Alsterdamm 16/19, ✉ 1, Wohn. ✉ Al 1807, Wandsbeckerchaussee 131 [778, 320, 1071, 413]
directory-entry: — Carl, Kistenmacher, Elebeken 5, ✉ 39 [778, 1004, 985, 1019]
strip-fragment: 3 [8, 756, 16, 770]
directory-entry: Uhland — [778, 1762, 831, 1777]
